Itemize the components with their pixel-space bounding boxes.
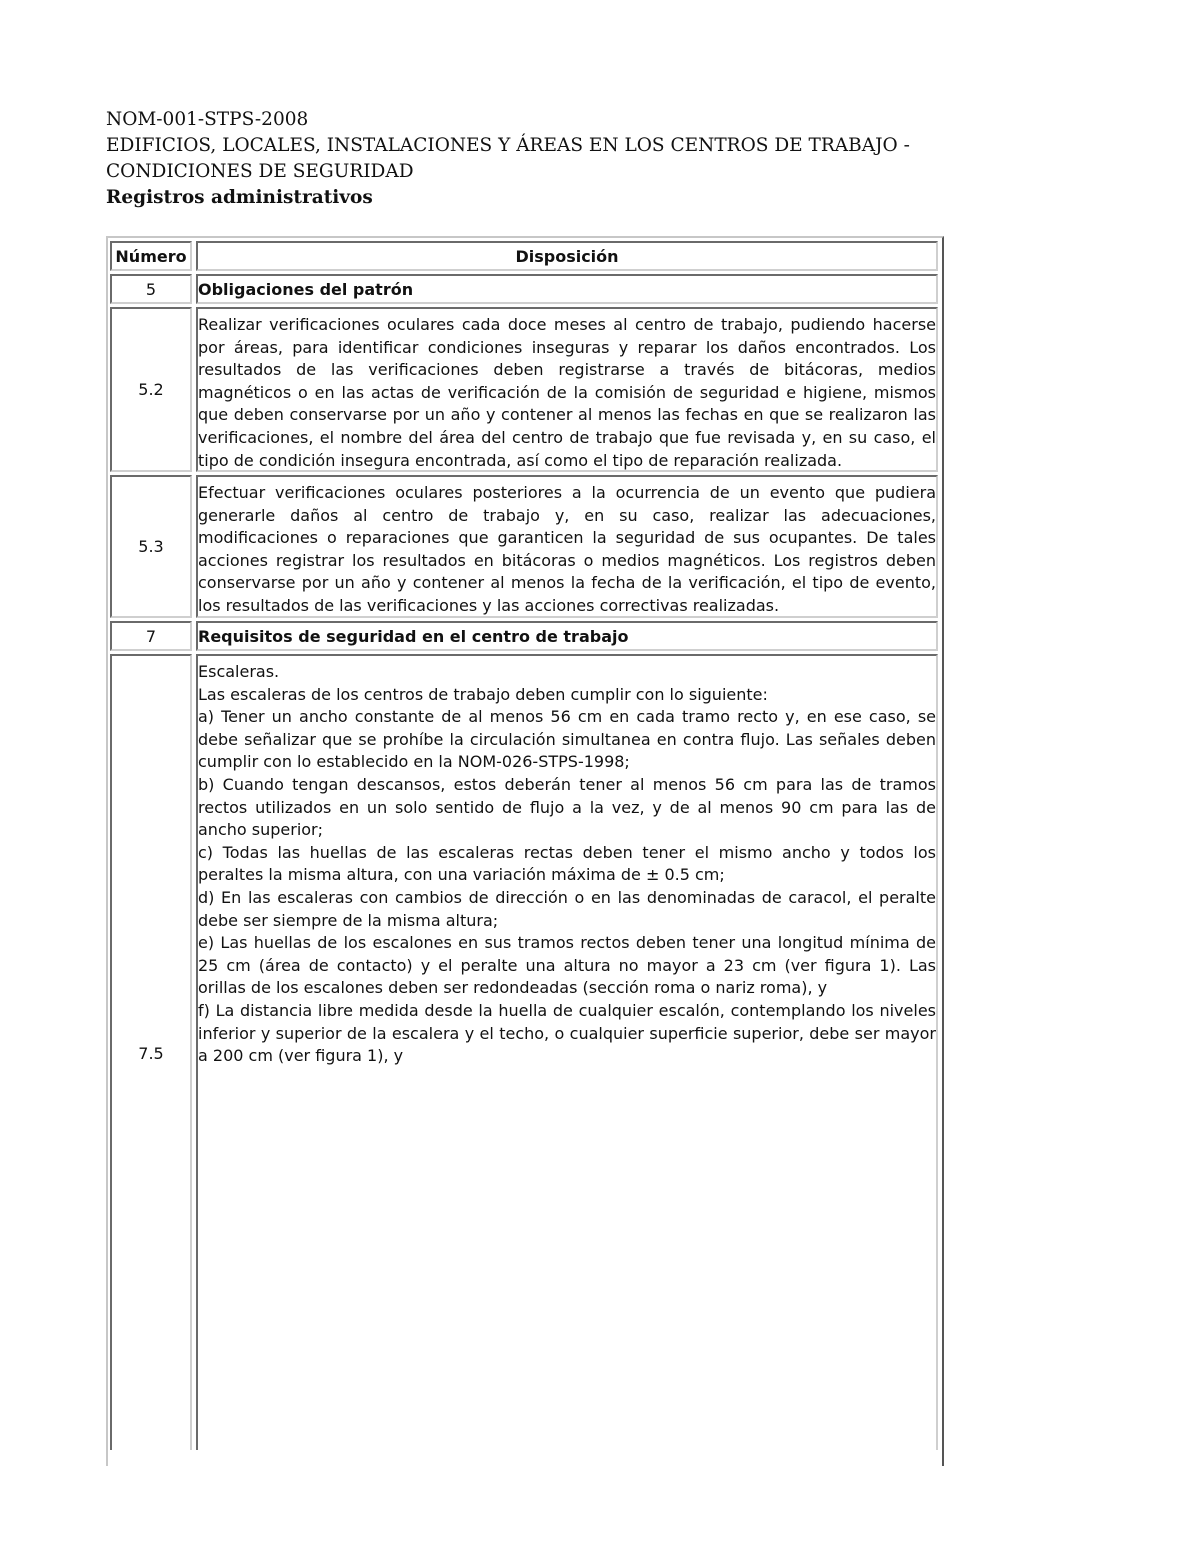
row-text-7-5 (196, 654, 938, 1450)
row-number-7-5: 7.5 (110, 654, 192, 1450)
disposition-paragraph: Efectuar verificaciones oculares posteriores a la ocurrencia de un evento que pudiera generarle daños al centro de trabajo y, en su caso, realizar las adecuaciones, modificaciones o reparaciones que garanticen la seguridad de sus ocupantes. De tales acciones registrar los resultados en bitácoras o medios magnéticos. Los registros deben conservarse por un año y contener al menos la fecha de la verificación, el tipo de evento, los resultados de las verificaciones y las acciones correctivas realizadas. (198, 483, 936, 615)
stairs-item-c: c) Todas las huellas de las escaleras rectas deben tener el mismo ancho y todos los peraltes la misma altura, con una variación máxima de ± 0.5 cm; (198, 842, 936, 885)
stairs-intro: Las escaleras de los centros de trabajo deben cumplir con lo siguiente: (198, 684, 768, 704)
row-number-5-3: 5.3 (110, 475, 192, 618)
row-number-5-2: 5.2 (110, 307, 192, 472)
stairs-requirements (198, 656, 936, 1068)
section-subtitle: Registros administrativos (106, 187, 373, 208)
column-header-numero: Número (110, 241, 192, 271)
stairs-item-d: d) En las escaleras con cambios de dirección o en las denominadas de caracol, el peralte debe ser siempre de la misma altura; (198, 887, 936, 930)
row-text-5-3 (196, 475, 938, 618)
document-header (106, 107, 1026, 211)
stairs-item-b: b) Cuando tengan descansos, estos deberán tener al menos 56 cm para las de tramos rectos utilizados en un solo sentido de flujo a la vez, y de al menos 90 cm para las de ancho superior; (198, 774, 936, 840)
stairs-heading: Escaleras. (198, 662, 280, 681)
section-heading-requisitos: Requisitos de seguridad en el centro de trabajo (196, 621, 938, 651)
stairs-item-e: e) Las huellas de los escalones en sus tramos rectos deben tener una longitud mínima de 25 cm (área de contacto) y el peralte una altura no mayor a 23 cm (ver figura 1). Las orillas de los escalones deben ser redondeadas (sección roma o nariz roma), y (198, 933, 936, 998)
row-number-7: 7 (110, 621, 192, 651)
stairs-item-a: a) Tener un ancho constante de al menos 56 cm en cada tramo recto y, en ese caso, se debe señalizar que se prohíbe la circulación simultanea en contra flujo. Las señales deben cumplir con lo establecido en la NOM-026-STPS-1998; (198, 707, 936, 772)
norm-code: NOM-001-STPS-2008 (106, 109, 309, 130)
norm-title: EDIFICIOS, LOCALES, INSTALACIONES Y ÁREAS EN LOS CENTROS DE TRABAJO - CONDICIONES DE SEGURIDAD (106, 135, 910, 182)
row-number-5: 5 (110, 274, 192, 304)
disposition-paragraph: Realizar verificaciones oculares cada doce meses al centro de trabajo, pudiendo hacerse por áreas, para identificar condiciones inseguras y reparar los daños encontrados. Los resultados de las verificaciones deben registrarse a través de bitácoras, medios magnéticos o en las actas de verificación de la comisión de seguridad e higiene, mismos que deben conservarse por un año y contener al menos las fechas en que se realizaron las verificaciones, el nombre del área del centro de trabajo que fue revisada y, en su caso, el tipo de condición insegura encontrada, así como el tipo de reparación realizada. (198, 315, 936, 470)
row-text-5-2 (196, 307, 938, 472)
stairs-item-f: f) La distancia libre medida desde la huella de cualquier escalón, contemplando los niveles inferior y superior de la escalera y el techo, o cualquier superficie superior, debe ser mayor a 200 cm (ver figura 1), y (198, 1000, 936, 1066)
column-header-disposicion: Disposición (196, 241, 938, 271)
section-heading-obligaciones: Obligaciones del patrón (196, 274, 938, 304)
